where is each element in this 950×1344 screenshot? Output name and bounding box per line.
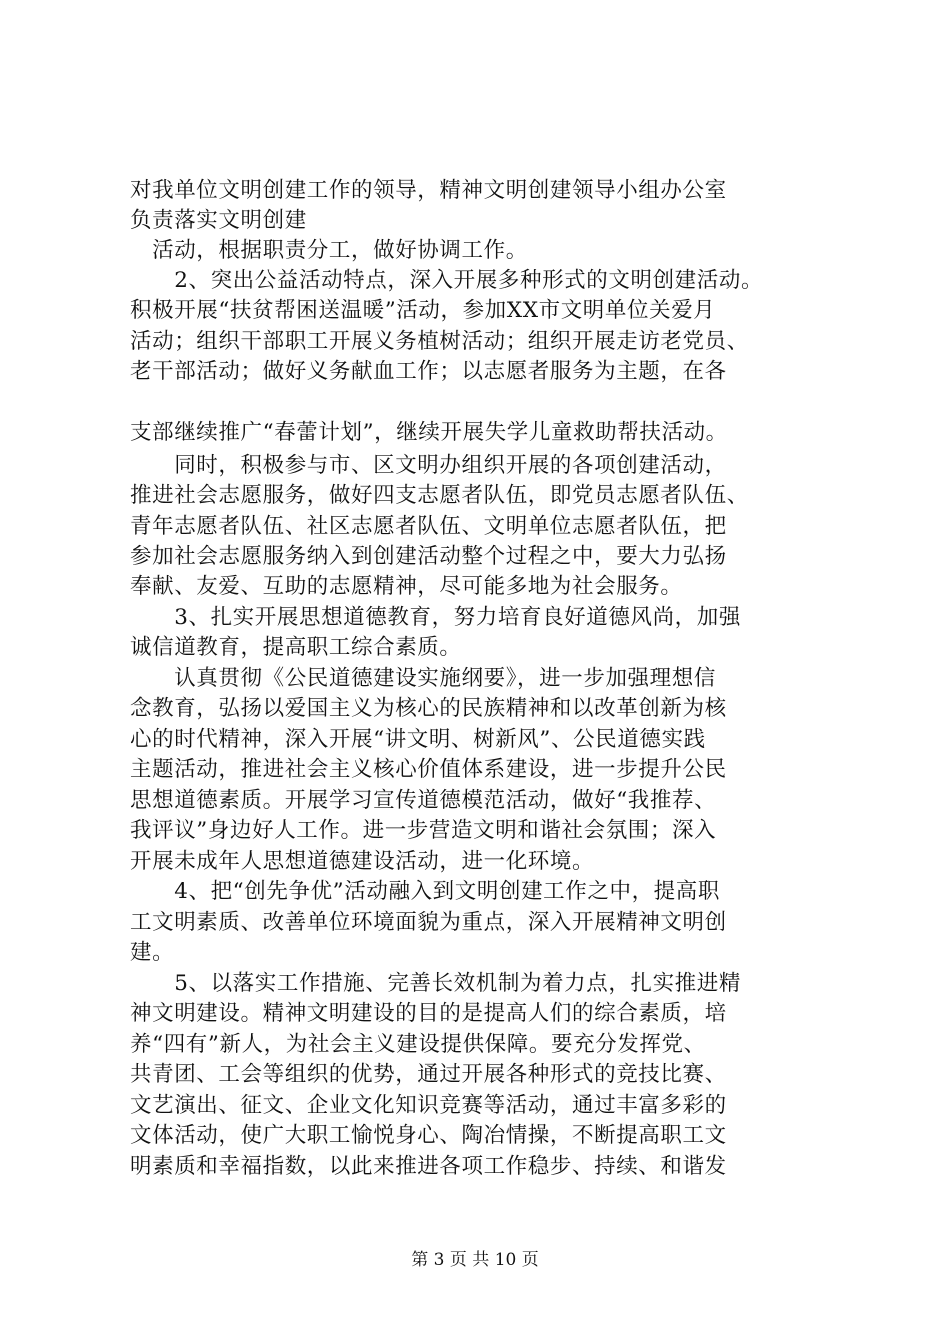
text-line: 我评议”身边好人工作。进一步营造文明和谐社会氛围；深入 [130, 818, 717, 843]
text-line: 工文明素质、改善单位环境面貌为重点，深入开展精神文明创 [130, 910, 727, 935]
text-line: 心的时代精神，深入开展“讲文明、树新风”、公民道德实践 [130, 727, 706, 752]
text-line: 负责落实文明创建 [130, 208, 307, 233]
text-line: 文体活动，使广大职工愉悦身心、陶冶情操，不断提高职工文 [130, 1123, 727, 1148]
text-line: 活动，根据职责分工，做好协调工作。 [130, 238, 528, 263]
text-line: 认真贯彻《公民道德建设实施纲要》，进一步加强理想信 [130, 666, 716, 691]
text-line: 共青团、工会等组织的优势，通过开展各种形式的竞技比赛、 [130, 1062, 727, 1087]
text-line: 参加社会志愿服务纳入到创建活动整个过程之中，要大力弘扬 [130, 544, 727, 569]
text-line: 5、以落实工作措施、完善长效机制为着力点，扎实推进精 [130, 971, 741, 996]
text-line: 文艺演出、征文、企业文化知识竞赛等活动，通过丰富多彩的 [130, 1093, 727, 1118]
text-line: 诚信道教育，提高职工综合素质。 [130, 635, 462, 660]
text-line: 开展未成年人思想道德建设活动，进一化环境。 [130, 849, 595, 874]
text-line: 念教育，弘扬以爱国主义为核心的民族精神和以改革创新为核 [130, 696, 727, 721]
text-line: 建。 [130, 940, 175, 965]
text-line: 思想道德素质。开展学习宣传道德模范活动，做好“我推荐、 [130, 788, 717, 813]
text-line: 神文明建设。精神文明建设的目的是提高人们的综合素质，培 [130, 1001, 727, 1026]
text-line: 推进社会志愿服务，做好四支志愿者队伍，即党员志愿者队伍、 [130, 483, 749, 508]
text-line: 活动；组织干部职工开展义务植树活动；组织开展走访老党员、 [130, 329, 749, 354]
text-line: 4、把“创先争优”活动融入到文明创建工作之中，提高职 [130, 879, 720, 904]
page-number-footer: 第 3 页 共 10 页 [411, 1250, 539, 1270]
text-line: 支部继续推广“春蕾计划”，继续开展失学儿童救助帮扶活动。 [130, 420, 728, 445]
text-line: 养“四有”新人，为社会主义建设提供保障。要充分发挥党、 [130, 1032, 706, 1057]
text-line: 对我单位文明创建工作的领导，精神文明创建领导小组办公室 [130, 178, 727, 203]
text-line: 同时，积极参与市、区文明办组织开展的各项创建活动， [130, 453, 727, 478]
text-line: 2、突出公益活动特点，深入开展多种形式的文明创建活动。 [130, 268, 764, 293]
text-line: 青年志愿者队伍、社区志愿者队伍、文明单位志愿者队伍，把 [130, 514, 727, 539]
text-line: 老干部活动；做好义务献血工作；以志愿者服务为主题，在各 [130, 359, 727, 384]
text-line: 奉献、友爱、互助的志愿精神，尽可能多地为社会服务。 [130, 574, 683, 599]
text-line: 3、扎实开展思想道德教育，努力培育良好道德风尚，加强 [130, 605, 741, 630]
text-line: 明素质和幸福指数，以此来推进各项工作稳步、持续、和谐发 [130, 1154, 727, 1179]
text-line: 主题活动，推进社会主义核心价值体系建设，进一步提升公民 [130, 757, 727, 782]
text-line: 积极开展“扶贫帮困送温暖”活动，参加XX市文明单位关爱月 [130, 298, 716, 323]
